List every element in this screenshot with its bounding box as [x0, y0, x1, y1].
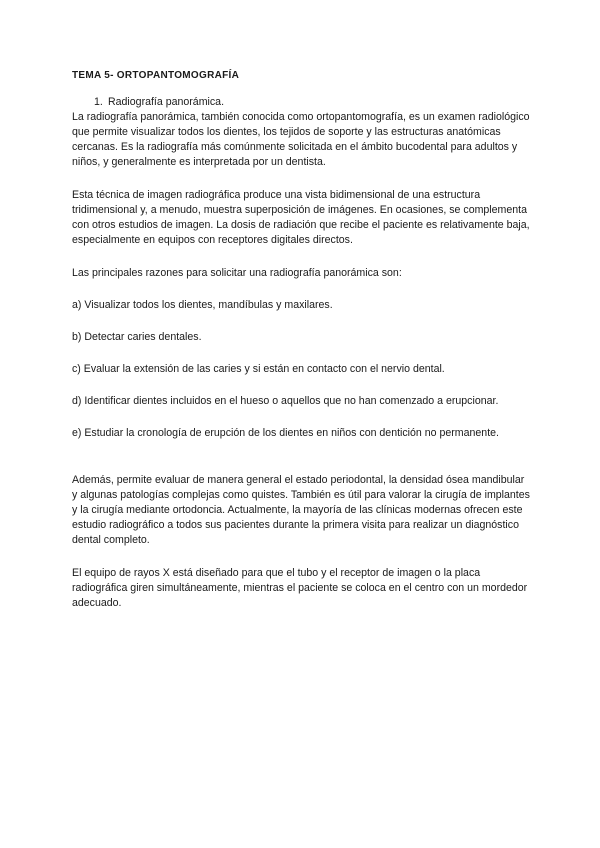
paragraph-equipment: El equipo de rayos X está diseñado para que el tubo y el receptor de imagen o la placa radiográfica giren simultáneamente, mientras el paciente se coloca en el centro con un mordedor adecuado.	[72, 567, 528, 609]
list-item: d) Identificar dientes incluidos en el hueso o aquellos que no han comenzado a erupcionar.	[72, 395, 499, 407]
page-title: TEMA 5- ORTOPANTOMOGRAFÍA	[72, 70, 240, 81]
paragraph-additional: Además, permite evaluar de manera general el estado periodontal, la densidad ósea mandibular y algunas patologías complejas como quistes. También es útil para valorar la cirugía de implantes y la cirugía mediante ortodoncia. Actualmente, la mayoría de las clínicas modernas ofrecen este estudio radiográfico a todos sus pacientes durante la primera visita para realizar un diagnóstico dental completo.	[72, 474, 530, 546]
list-item: a) Visualizar todos los dientes, mandíbulas y maxilares.	[72, 299, 333, 311]
paragraph-technique: Esta técnica de imagen radiográfica produce una vista bidimensional de una estructura tridimensional y, a menudo, muestra superposición de imágenes. En ocasiones, se complementa con otros estudios de imagen. La dosis de radiación que recibe el paciente es relativamente baja, especialmente en equipos con receptores digitales directos.	[72, 189, 530, 246]
document-body	[72, 70, 532, 611]
list-item: b) Detectar caries dentales.	[72, 331, 202, 343]
list-item: c) Evaluar la extensión de las caries y si están en contacto con el nervio dental.	[72, 363, 445, 375]
section-number: 1.	[94, 96, 103, 108]
list-item: e) Estudiar la cronología de erupción de los dientes en niños con dentición no permanente.	[72, 427, 499, 439]
section-label: Radiografía panorámica.	[108, 96, 225, 108]
section-heading	[72, 95, 532, 110]
paragraph-reasons-intro: Las principales razones para solicitar una radiografía panorámica son:	[72, 267, 402, 279]
paragraph-intro: La radiografía panorámica, también conocida como ortopantomografía, es un examen radiológico que permite visualizar todos los dientes, los tejidos de soporte y las estructuras anatómicas cercanas. Es la radiografía más comúnmente solicitada en el ámbito bucodental para adultos y niños, y generalmente es interpretada por un dentista.	[72, 111, 530, 168]
